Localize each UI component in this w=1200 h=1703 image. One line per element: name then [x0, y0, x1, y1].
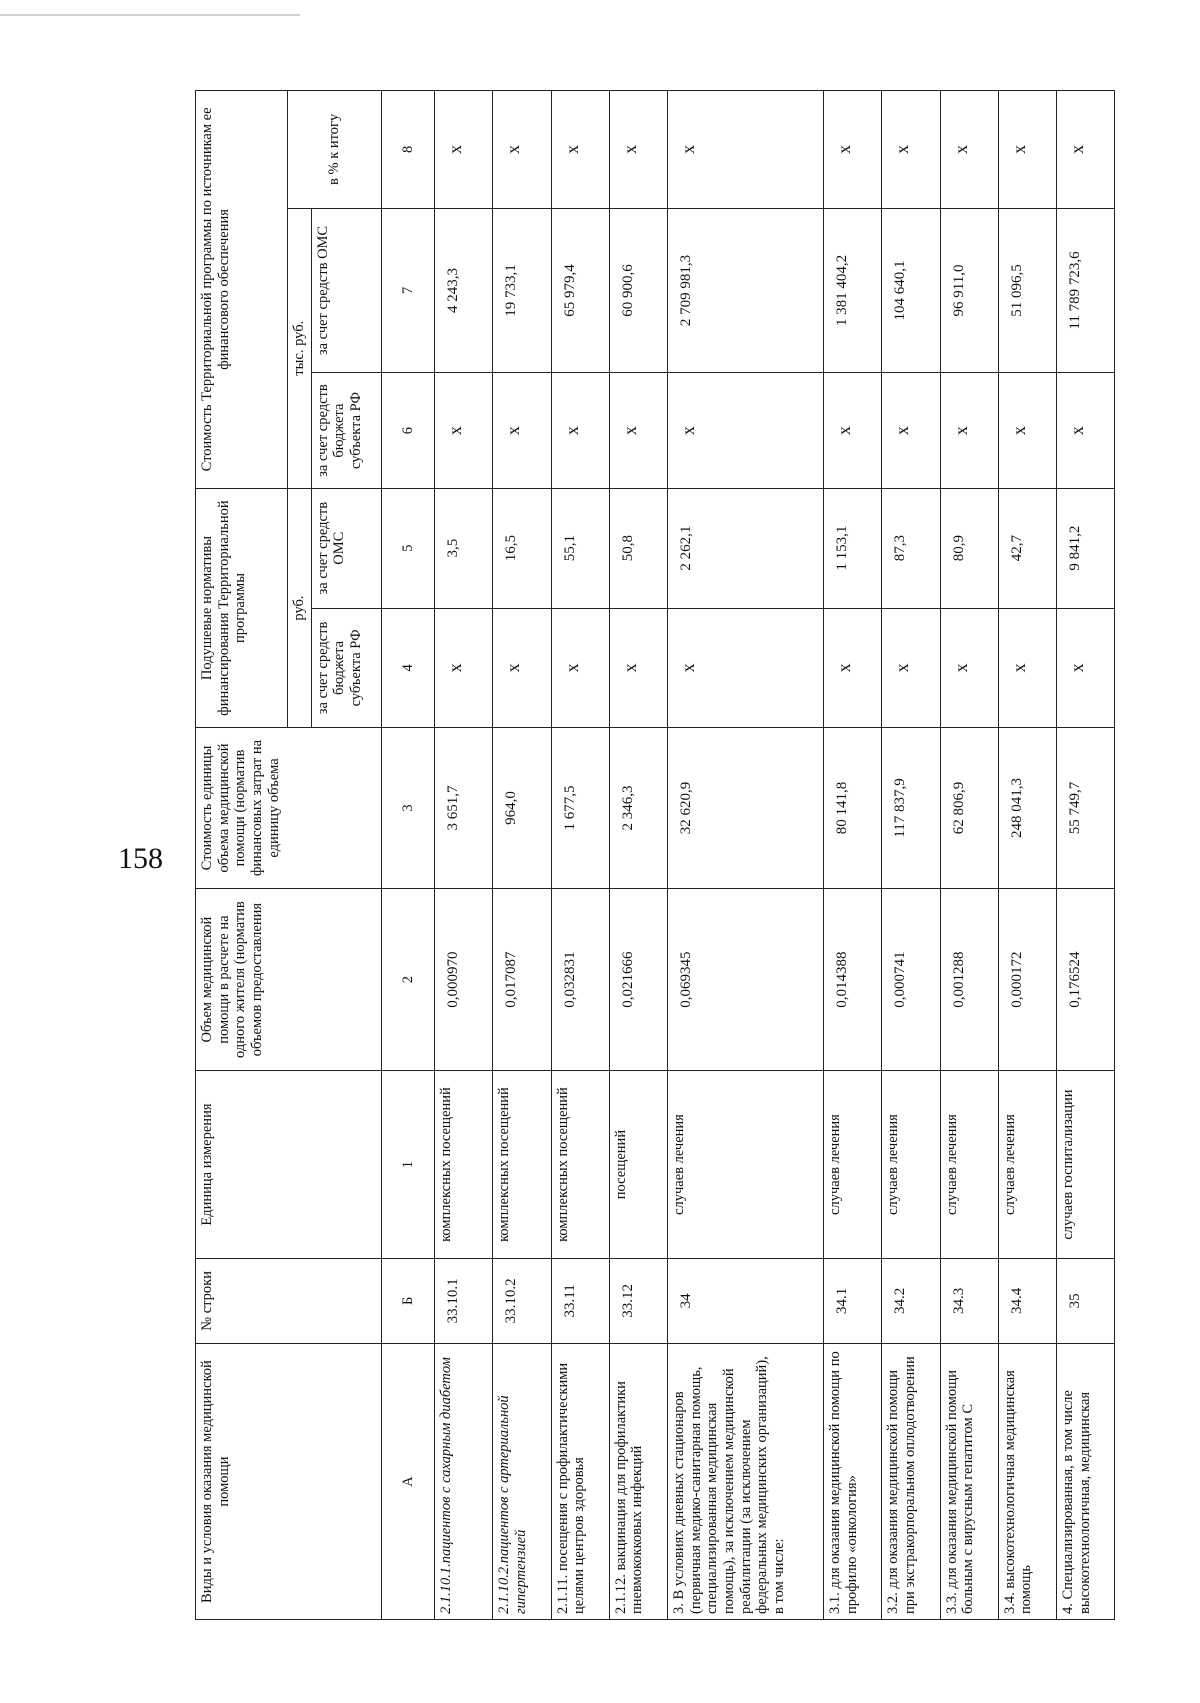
table-row: [551, 91, 609, 1620]
row-number-cell: 33.10.2: [493, 1258, 551, 1344]
row-number-cell: 34.3: [940, 1258, 998, 1344]
budget-cost-cell: х: [609, 373, 667, 488]
table-row: [493, 91, 551, 1620]
row-label-cell: 3.4. высокотехнологичная медицинская помощь: [998, 1344, 1056, 1620]
oms-cost-cell: 1 381 404,2: [824, 208, 882, 373]
row-number-cell: 34.2: [882, 1258, 940, 1344]
percent-cell: х: [667, 91, 824, 209]
percent-cell: х: [882, 91, 940, 209]
oms-norm-cell: 1 153,1: [824, 488, 882, 608]
budget-norm-cell: х: [609, 608, 667, 728]
unit-cost-cell: 1 677,5: [551, 728, 609, 888]
budget-norm-cell: х: [940, 608, 998, 728]
budget-norm-cell: х: [667, 608, 824, 728]
row-number-cell: 34.1: [824, 1258, 882, 1344]
header-volume: Объем медицинской помощи в расчете на одного жителя (норматив объемов предоставления: [196, 888, 382, 1071]
unit-cost-cell: 62 806,9: [940, 728, 998, 888]
unit-cost-cell: 3 651,7: [435, 728, 493, 888]
oms-norm-cell: 3,5: [435, 488, 493, 608]
budget-cost-cell: х: [940, 373, 998, 488]
budget-norm-cell: х: [1056, 608, 1114, 728]
budget-cost-cell: х: [998, 373, 1056, 488]
index-cell: 7: [381, 208, 435, 373]
volume-cell: 0,000970: [435, 888, 493, 1071]
oms-cost-cell: 2 709 981,3: [667, 208, 824, 373]
row-number-cell: 33.11: [551, 1258, 609, 1344]
oms-norm-cell: 50,8: [609, 488, 667, 608]
oms-cost-cell: 11 789 723,6: [1056, 208, 1114, 373]
rotated-table-wrapper: [195, 90, 1115, 1620]
percent-cell: х: [435, 91, 493, 209]
budget-cost-cell: х: [824, 373, 882, 488]
volume-cell: 0,032831: [551, 888, 609, 1071]
unit-cost-cell: 117 837,9: [882, 728, 940, 888]
unit-cost-cell: 964,0: [493, 728, 551, 888]
header-kinds: Виды и условия оказания медицинской помощи: [196, 1344, 382, 1620]
budget-cost-cell: х: [435, 373, 493, 488]
unit-cell: случаев лечения: [824, 1071, 882, 1258]
unit-cost-cell: 80 141,8: [824, 728, 882, 888]
table-row: [824, 91, 882, 1620]
table-row: [435, 91, 493, 1620]
oms-cost-cell: 96 911,0: [940, 208, 998, 373]
row-label-cell: 3.1. для оказания медицинской помощи по профилю «онкология»: [824, 1344, 882, 1620]
header-rub: руб.: [288, 488, 312, 728]
header-oms-thous: за счет средств ОМС: [311, 208, 381, 373]
budget-norm-cell: х: [551, 608, 609, 728]
header-unit-cost: Стоимость единицы объема медицинской помощи (норматив финансовых затрат на единицу объема: [196, 728, 382, 888]
row-number-cell: 34.4: [998, 1258, 1056, 1344]
budget-norm-cell: х: [882, 608, 940, 728]
budget-norm-cell: х: [435, 608, 493, 728]
percent-cell: х: [609, 91, 667, 209]
header-thous-rub: тыс. руб.: [288, 208, 312, 488]
table-row: [609, 91, 667, 1620]
table-row: [940, 91, 998, 1620]
oms-norm-cell: 16,5: [493, 488, 551, 608]
row-number-cell: 34: [667, 1258, 824, 1344]
index-cell: 5: [381, 488, 435, 608]
row-label-cell: 3.3. для оказания медицинской помощи больным с вирусным гепатитом С: [940, 1344, 998, 1620]
unit-cell: случаев госпитализации: [1056, 1071, 1114, 1258]
row-label-cell: 2.1.10.2.пациентов с артериальной гипертензией: [493, 1344, 551, 1620]
table-row: [998, 91, 1056, 1620]
index-cell: 6: [381, 373, 435, 488]
row-number-cell: 35: [1056, 1258, 1114, 1344]
volume-cell: 0,021666: [609, 888, 667, 1071]
unit-cost-cell: 55 749,7: [1056, 728, 1114, 888]
volume-cell: 0,001288: [940, 888, 998, 1071]
oms-cost-cell: 19 733,1: [493, 208, 551, 373]
unit-cell: комплексных посещений: [435, 1071, 493, 1258]
unit-cell: случаев лечения: [882, 1071, 940, 1258]
index-cell: 8: [381, 91, 435, 209]
header-per-capita: Подушевые нормативы финансирования Территориальной программы: [196, 488, 288, 728]
unit-cell: случаев лечения: [940, 1071, 998, 1258]
budget-cost-cell: х: [551, 373, 609, 488]
index-cell: 1: [381, 1071, 435, 1258]
oms-cost-cell: 65 979,4: [551, 208, 609, 373]
volume-cell: 0,000172: [998, 888, 1056, 1071]
row-label-cell: 4. Специализированная, в том числе высокотехнологичная, медицинская: [1056, 1344, 1114, 1620]
index-cell: 2: [381, 888, 435, 1071]
oms-norm-cell: 9 841,2: [1056, 488, 1114, 608]
volume-cell: 0,176524: [1056, 888, 1114, 1071]
oms-norm-cell: 42,7: [998, 488, 1056, 608]
index-cell: Б: [381, 1258, 435, 1344]
budget-cost-cell: х: [1056, 373, 1114, 488]
table-row: [1056, 91, 1114, 1620]
header-budget-thous: за счет средств бюджета субъекта РФ: [311, 373, 381, 488]
volume-cell: 0,000741: [882, 888, 940, 1071]
header-row-number: № строки: [196, 1258, 382, 1344]
row-label-cell: 2.1.11. посещения с профилактическими целями центров здоровья: [551, 1344, 609, 1620]
row-number-cell: 33.12: [609, 1258, 667, 1344]
header-program-cost: Стоимость Территориальной программы по источникам ее финансового обеспечения: [196, 91, 288, 489]
unit-cost-cell: 2 346,3: [609, 728, 667, 888]
oms-cost-cell: 51 096,5: [998, 208, 1056, 373]
unit-cell: посещений: [609, 1071, 667, 1258]
oms-norm-cell: 87,3: [882, 488, 940, 608]
unit-cost-cell: 32 620,9: [667, 728, 824, 888]
budget-norm-cell: х: [824, 608, 882, 728]
budget-cost-cell: х: [493, 373, 551, 488]
oms-cost-cell: 4 243,3: [435, 208, 493, 373]
oms-norm-cell: 80,9: [940, 488, 998, 608]
percent-cell: х: [493, 91, 551, 209]
row-label-cell: 3.2. для оказания медицинской помощи при экстракорпоральном оплодотворении: [882, 1344, 940, 1620]
unit-cell: случаев лечения: [667, 1071, 824, 1258]
page-number: 158: [118, 842, 163, 875]
budget-norm-cell: х: [998, 608, 1056, 728]
volume-cell: 0,014388: [824, 888, 882, 1071]
column-index-row: [381, 91, 435, 1620]
percent-cell: х: [551, 91, 609, 209]
index-cell: 4: [381, 608, 435, 728]
percent-cell: х: [1056, 91, 1114, 209]
unit-cell: комплексных посещений: [493, 1071, 551, 1258]
table-row: [667, 91, 824, 1620]
budget-norm-cell: х: [493, 608, 551, 728]
header-percent: в % к итогу: [288, 91, 382, 209]
percent-cell: х: [940, 91, 998, 209]
unit-cost-cell: 248 041,3: [998, 728, 1056, 888]
header-budget: за счет средств бюджета субъекта РФ: [311, 608, 381, 728]
volume-cell: 0,069345: [667, 888, 824, 1071]
financing-table: [195, 90, 1115, 1620]
volume-cell: 0,017087: [493, 888, 551, 1071]
row-label-cell: 3. В условиях дневных стационаров (первичная медико-санитарная помощь, специализированная медицинская помощь), за исключением медицинской реабилитации (за исключением федеральных медицинских организаций), в том числе:: [667, 1344, 824, 1620]
row-label-cell: 2.1.12. вакцинация для профилактики пневмококковых инфекций: [609, 1344, 667, 1620]
table-row: [882, 91, 940, 1620]
budget-cost-cell: х: [882, 373, 940, 488]
percent-cell: х: [998, 91, 1056, 209]
header-oms: за счет средств ОМС: [311, 488, 381, 608]
row-label-cell: 2.1.10.1.пациентов с сахарным диабетом: [435, 1344, 493, 1620]
index-cell: А: [381, 1344, 435, 1620]
oms-norm-cell: 2 262,1: [667, 488, 824, 608]
oms-cost-cell: 104 640,1: [882, 208, 940, 373]
oms-cost-cell: 60 900,6: [609, 208, 667, 373]
budget-cost-cell: х: [667, 373, 824, 488]
row-number-cell: 33.10.1: [435, 1258, 493, 1344]
percent-cell: х: [824, 91, 882, 209]
unit-cell: случаев лечения: [998, 1071, 1056, 1258]
header-unit: Единица измерения: [196, 1071, 382, 1258]
oms-norm-cell: 55,1: [551, 488, 609, 608]
scan-artifact-line: [0, 14, 300, 16]
index-cell: 3: [381, 728, 435, 888]
unit-cell: комплексных посещений: [551, 1071, 609, 1258]
